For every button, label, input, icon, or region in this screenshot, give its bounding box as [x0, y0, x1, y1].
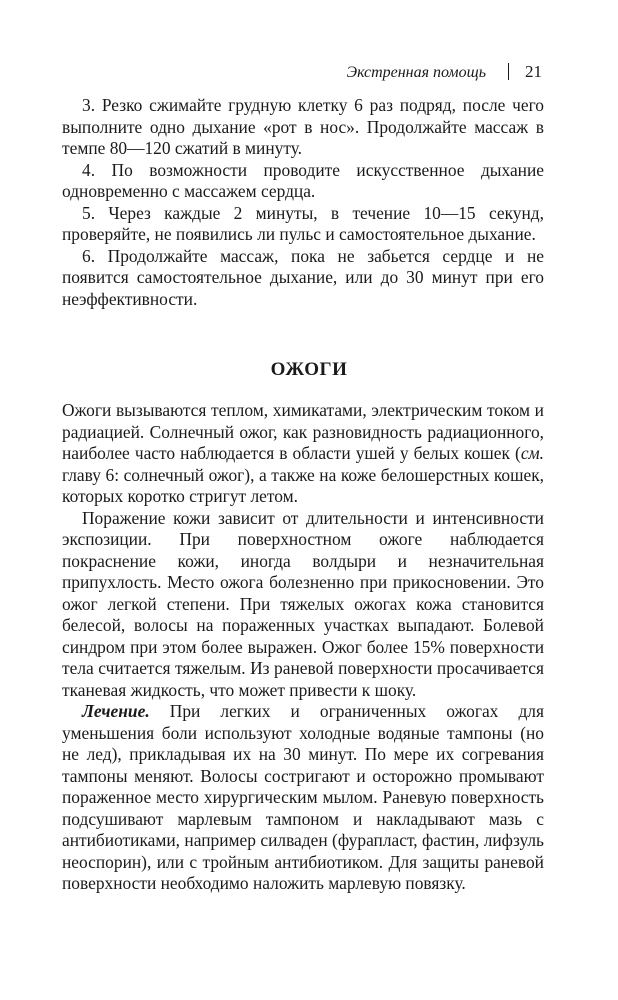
page-number: 21 [525, 62, 542, 81]
cross-reference: см. [520, 443, 544, 463]
running-head-separator [508, 63, 509, 80]
running-head-title: Экстренная помощь [346, 64, 486, 81]
step-3: 3. Резко сжимайте грудную клетку 6 раз подряд, после чего выполните одно дыхание «рот в нос». Продолжайте массаж в темпе 80—120 сжатий в минуту. [62, 95, 544, 158]
step-5: 5. Через каждые 2 минуты, в течение 10—15 секунд, проверяйте, не появились ли пульс и самостоятельное дыхание. [62, 202, 544, 244]
intro-paragraph [62, 400, 544, 508]
step-4: 4. По возможности проводите искусственное дыхание одновременно с массажем сердца. [62, 159, 544, 201]
intro-text-after: главу 6: солнечный ожог), а также на коже белошерстных кошек, которых коротко стригут летом. [62, 464, 544, 506]
treatment-paragraph [62, 701, 544, 895]
cpr-steps [62, 95, 544, 310]
section-title: ОЖОГИ [270, 359, 348, 380]
intro-text-before: Ожоги вызываются теплом, химикатами, электрическим током и радиацией. Солнечный ожог, как разновидность радиационного, наиболее часто наблюдается в области ушей у белых кошек ( [62, 400, 544, 463]
treatment-term: Лечение. [82, 701, 150, 721]
running-head [347, 62, 542, 83]
damage-paragraph: Поражение кожи зависит от длительности и интенсивности экспозиции. При поверхностном ожоге наблюдается покраснение кожи, иногда волдыри и незначительная припухлость. Место ожога болезненно при прикосновении. Это ожог легкой степени. При тяжелых ожогах кожа становится белесой, волосы на пораженных участках выпадают. Болевой синдром при этом более выражен. Ожог более 15% поверхности тела считается тяжелым. Из раневой поверхности просачивается тканевая жидкость, что может привести к шоку. [62, 507, 544, 700]
burns-section-body [62, 400, 544, 895]
treatment-text: При легких и ограниченных ожогах для уменьшения боли используют холодные водяные тампоны (но не лед), прикладывая их на 30 минут. По мере их согревания тампоны меняют. Волосы состригают и осторожно промывают пораженное место хирургическим мылом. Раневую поверхность подсушивают марлевым тампоном и накладывают мазь с антибиотиками, например силваден (фурапласт, фастин, лифзуль неоспорин), или с тройным антибиотиком. Для защиты раневой поверхности необходимо наложить марлевую повязку. [62, 701, 544, 893]
step-6: 6. Продолжайте массаж, пока не забьется сердце и не появится самостоятельное дыхание, или до 30 минут при его неэффективности. [62, 245, 544, 309]
